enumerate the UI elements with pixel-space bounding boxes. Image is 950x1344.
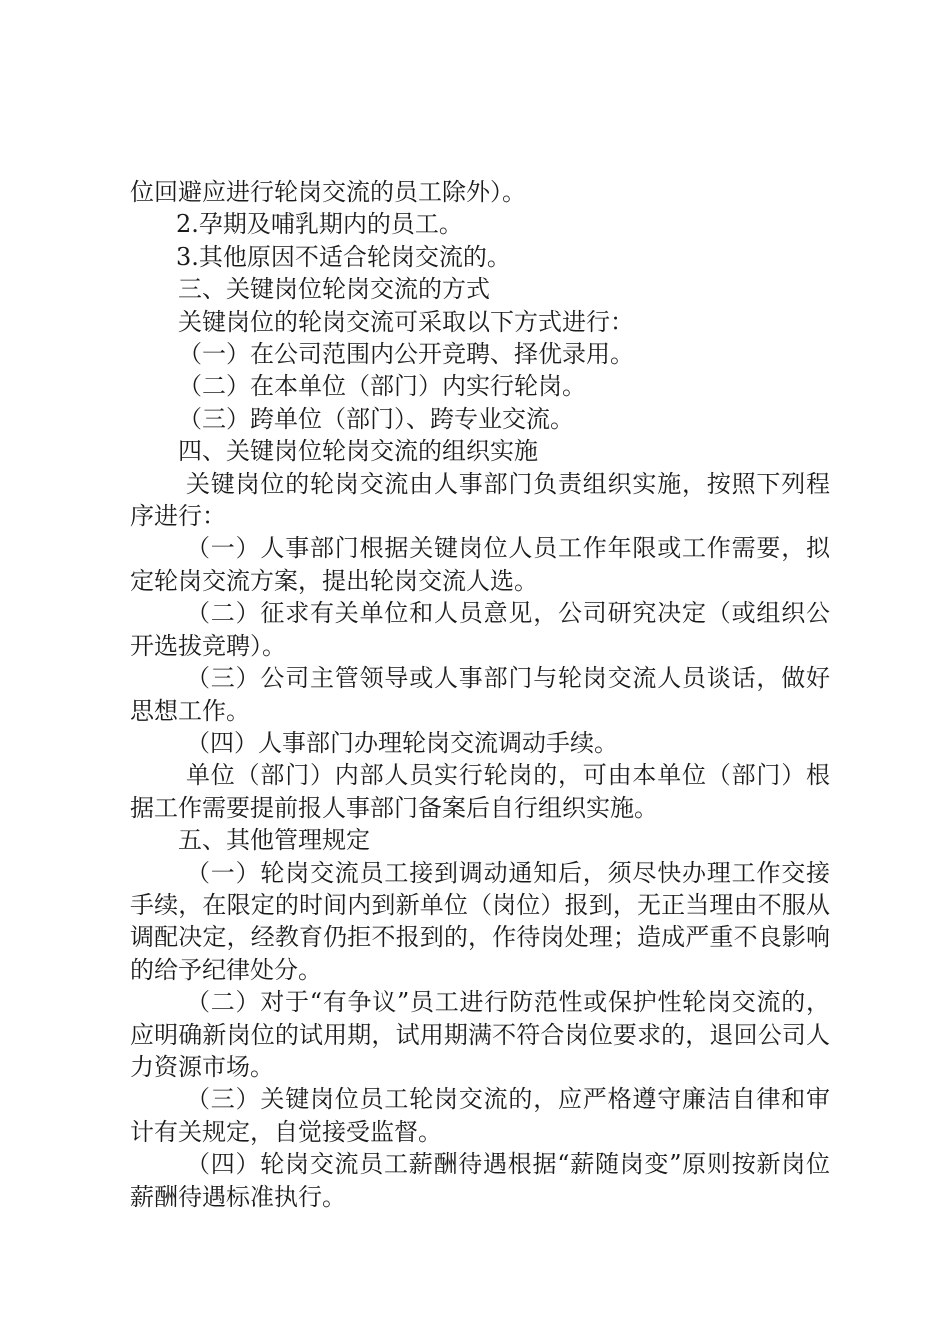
list-item: 3.其他原因不适合轮岗交流的。: [176, 242, 511, 271]
list-item: （一）在公司范围内公开竞聘、择优录用。: [178, 340, 634, 369]
list-item: （三）跨单位（部门）、跨专业交流。: [178, 404, 574, 433]
section-heading: 四、关键岗位轮岗交流的组织实施: [178, 437, 538, 466]
paragraph: 位回避应进行轮岗交流的员工除外）。: [130, 178, 526, 206]
section-heading: 五、其他管理规定: [178, 826, 370, 855]
list-item: （一）轮岗交流员工接到调动通知后，须尽快办理工作交接手续，在限定的时间内到新单位（岗位）报到，无正当理由不服从调配决定，经教育仍拒不报到的，作待岗处理；造成严重不良影响的给予纪律处分。: [130, 858, 830, 984]
section-heading: 三、关键岗位轮岗交流的方式: [178, 275, 490, 304]
paragraph: 单位（部门）内部人员实行轮岗的，可由本单位（部门）根据工作需要提前报人事部门备案后自行组织实施。: [130, 761, 830, 822]
list-item: 2.孕期及哺乳期内的员工。: [176, 210, 463, 239]
list-item: （二）对于“有争议”员工进行防范性或保护性轮岗交流的，应明确新岗位的试用期，试用期满不符合岗位要求的，退回公司人力资源市场。: [130, 988, 830, 1081]
list-item: （二）征求有关单位和人员意见，公司研究决定（或组织公开选拔竞聘）。: [130, 599, 830, 660]
list-item: （四）人事部门办理轮岗交流调动手续。: [186, 728, 618, 757]
list-item: （一）人事部门根据关键岗位人员工作年限或工作需要，拟定轮岗交流方案，提出轮岗交流人选。: [130, 534, 830, 595]
paragraph: 关键岗位的轮岗交流由人事部门负责组织实施，按照下列程序进行：: [130, 469, 830, 531]
paragraph: 关键岗位的轮岗交流可采取以下方式进行：: [178, 307, 634, 336]
list-item: （四）轮岗交流员工薪酬待遇根据“薪随岗变”原则按新岗位薪酬待遇标准执行。: [130, 1150, 830, 1211]
list-item: （三）关键岗位员工轮岗交流的，应严格遵守廉洁自律和审计有关规定，自觉接受监督。: [130, 1085, 830, 1146]
document-body: [130, 176, 830, 1213]
list-item: （三）公司主管领导或人事部门与轮岗交流人员谈话，做好思想工作。: [130, 664, 830, 725]
list-item: （二）在本单位（部门）内实行轮岗。: [178, 372, 586, 401]
